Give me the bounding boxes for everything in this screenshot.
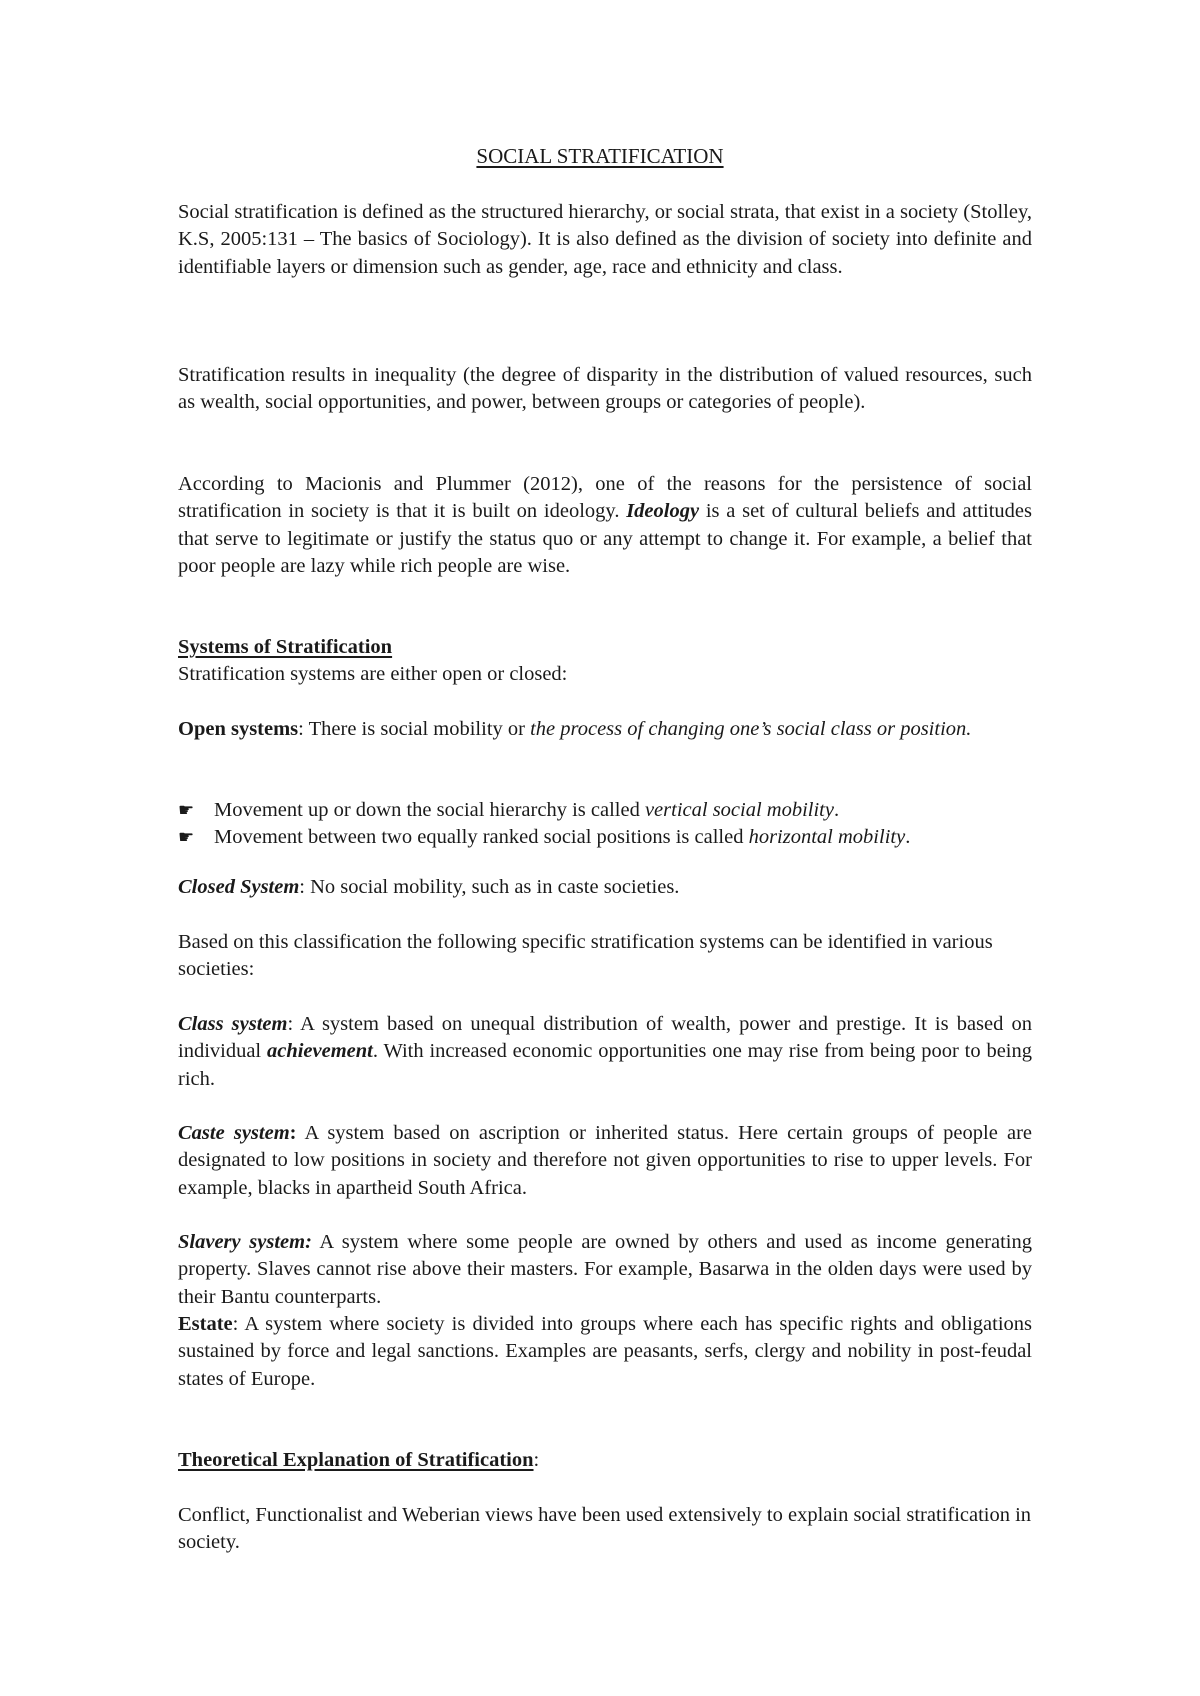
ideology-paragraph [178, 471, 1032, 580]
bullet-term: horizontal mobility [748, 826, 906, 849]
hand-pointer-icon: ☛ [178, 800, 195, 820]
list-item [178, 824, 1032, 851]
systems-subtitle: Stratification systems are either open or closed: [178, 663, 568, 686]
list-item [178, 797, 1032, 824]
open-systems-label: Open systems [178, 718, 299, 740]
caste-system-label: Caste system [178, 1122, 290, 1144]
class-system-label: Class system [178, 1013, 288, 1035]
bullet-text [214, 797, 839, 824]
slavery-system-label: Slavery system: [178, 1231, 312, 1253]
closed-system-text: : No social mobility, such as in caste societies. [299, 876, 680, 898]
open-systems-middle: : There is social mobility or [298, 718, 531, 740]
estate-text: : A system where society is divided into groups where each has specific rights and obligations sustained by force and legal sanctions. Examples are peasants, serfs, clergy and nobility in post-feudal states of Europe. [178, 1313, 1032, 1390]
class-system-before: : A system based on unequal distribution of wealth, power and prestige. It is based on individual [178, 1013, 1032, 1063]
systems-section [178, 634, 1032, 689]
document-title: SOCIAL STRATIFICATION [476, 144, 724, 168]
caste-system-paragraph [178, 1120, 1032, 1202]
bullet-term: vertical social mobility [644, 799, 834, 821]
bullet-end: . [833, 799, 840, 821]
hand-pointer-icon: ☛ [178, 827, 195, 848]
closed-system-paragraph [178, 874, 1032, 901]
theoretical-heading-colon: : [533, 1449, 540, 1471]
bullet-text [214, 824, 910, 851]
theoretical-heading: Theoretical Explanation of Stratification [178, 1449, 534, 1471]
systems-heading: Systems of Stratification [178, 636, 393, 658]
closed-system-label: Closed System [178, 876, 300, 898]
mobility-bullet-list [178, 797, 1032, 852]
open-systems-definition: the process of changing one’s social class or position. [530, 718, 972, 740]
ideology-term: Ideology [626, 500, 700, 523]
estate-paragraph [178, 1311, 1032, 1393]
classification-paragraph: Based on this classification the following specific stratification systems can be identified in various societies: [178, 931, 993, 981]
bullet-end: . [905, 826, 911, 849]
ideology-paragraph-before: According to Macionis and Plummer (2012), one of the reasons for the persistence of social stratification in society is that it is built on ideology. [178, 473, 1032, 523]
class-system-after: . With increased economic opportunities one may rise from being poor to being rich. [178, 1040, 1032, 1090]
slavery-system-paragraph [178, 1229, 1032, 1311]
open-systems-paragraph [178, 716, 1032, 743]
intro-paragraph: Social stratification is defined as the structured hierarchy, or social strata, that exist in a society (Stolley, K.S, 2005:131 – The basics of Sociology). It is also defined as the division of society into definite and identifiable layers or dimension such as gender, age, race and ethnicity and class. [178, 201, 1032, 278]
estate-label: Estate [178, 1313, 233, 1335]
theoretical-paragraph: Conflict, Functionalist and Weberian views have been used extensively to explain social stratification in society. [178, 1504, 1032, 1554]
class-system-paragraph [178, 1011, 1032, 1093]
caste-system-colon: : [289, 1122, 297, 1144]
caste-system-text: A system based on ascription or inherited status. Here certain groups of people are designated to low positions in society and therefore not given opportunities to rise to upper levels. For example, blacks in apartheid South Africa. [178, 1122, 1033, 1199]
bullet-text-main: Movement up or down the social hierarchy is called [214, 799, 645, 821]
bullet-text-main: Movement between two equally ranked social positions is called [214, 826, 749, 849]
achievement-term: achievement [266, 1040, 373, 1063]
inequality-paragraph: Stratification results in inequality (the degree of disparity in the distribution of valued resources, such as wealth, social opportunities, and power, between groups or categories of people). [178, 364, 1032, 414]
ideology-paragraph-after: is a set of cultural beliefs and attitudes that serve to legitimate or justify the status quo or any attempt to change it. For example, a belief that poor people are lazy while rich people are wise. [178, 500, 1032, 577]
slavery-system-text: A system where some people are owned by others and used as income generating property. Slaves cannot rise above their masters. For example, Basarwa in the olden days were used by their Bantu counterparts. [178, 1231, 1032, 1308]
theoretical-heading-line [178, 1447, 1032, 1474]
